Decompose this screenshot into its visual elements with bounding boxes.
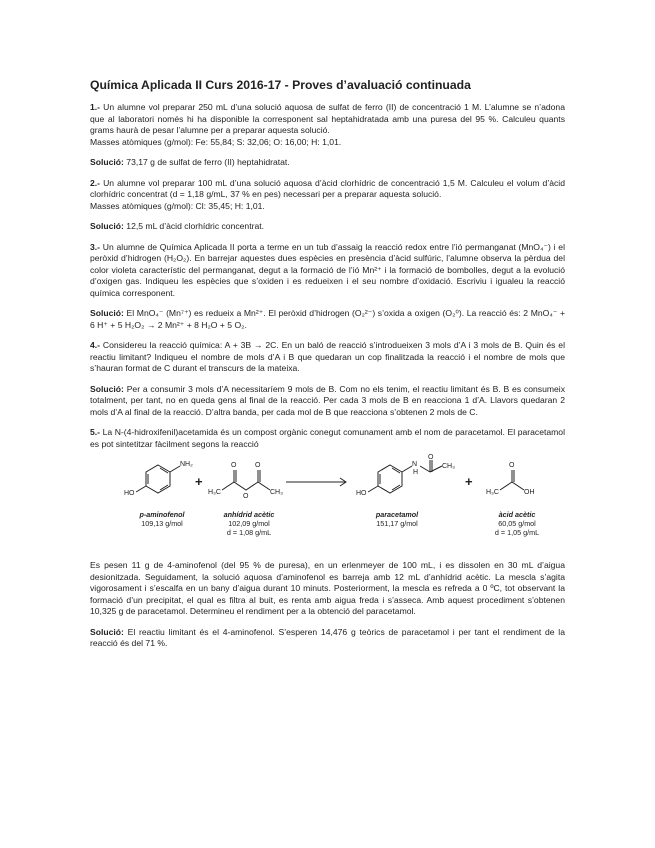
solution-3	[90, 308, 565, 331]
question-4-text: Considereu la reacció química: A + 3B → 2C. En un baló de reacció s’introdueixen 3 mols d’A i 3 mols de B. Quin és el reactiu limitant? Indiqueu el nombre de mols d’A i B que quedaran un cop finalitzada la reacció i el nombre de mols que s’hauran format de C durant el transcurs de la mateixa.	[90, 340, 565, 373]
question-2	[90, 178, 565, 201]
compound-3-caption	[362, 510, 432, 528]
solution-1-label: Solució:	[90, 157, 124, 167]
question-1-number: 1.-	[90, 102, 101, 112]
question-1	[90, 102, 565, 137]
solution-2-label: Solució:	[90, 221, 124, 231]
question-5-number: 5.-	[90, 427, 101, 437]
compound-2-caption	[214, 510, 284, 537]
compound-2-name: anhídrid acètic	[223, 510, 275, 519]
question-4	[90, 340, 565, 375]
svg-text:HO: HO	[356, 490, 367, 497]
svg-text:O: O	[428, 454, 434, 461]
solution-1-text: 73,17 g de sulfat de ferro (II) heptahidratat.	[123, 157, 290, 167]
svg-text:CH₃: CH₃	[442, 463, 455, 470]
question-3	[90, 242, 565, 300]
reaction-scheme	[90, 452, 565, 556]
svg-text:O: O	[231, 462, 237, 469]
document-content	[90, 78, 565, 650]
compound-4-name: àcid acètic	[498, 510, 536, 519]
question-3-number: 3.-	[90, 241, 101, 252]
question-1-masses: Masses atòmiques (g/mol): Fe: 55,84; S: 32,06; O: 16,00; H: 1,01.	[90, 136, 342, 147]
svg-text:O: O	[255, 462, 261, 469]
page-title: Química Aplicada II Curs 2016-17 - Proves d’avaluació continuada	[90, 78, 471, 92]
paracetamol-structure	[378, 465, 402, 493]
compound-3-name: paracetamol	[375, 510, 419, 519]
svg-text:N: N	[412, 461, 418, 468]
question-5-text: La N-(4-hidroxifenil)acetamida és un compost orgànic conegut comunament amb el nom de paracetamol. El paracetamol es pot sintetitzar fàcilment segons la reacció	[90, 427, 565, 449]
solution-4-label: Solució:	[90, 383, 124, 394]
solution-2	[90, 221, 565, 233]
compound-2-density: d = 1,08 g/mL	[226, 528, 272, 537]
solution-3-text: El MnO₄⁻ (Mn⁷⁺) es redueix a Mn²⁺. El peròxid d’hidrogen (O₂²⁻) s’oxida a oxigen (O₂⁰). La reacció és: 2 MnO₄⁻ + 6 H⁺ + 5 H₂O₂ → 2 Mn²⁺ + 8 H₂O + 5 O₂.	[90, 308, 565, 330]
compound-4-caption	[482, 510, 552, 537]
p-aminofenol-structure	[146, 465, 170, 493]
plus-sign-2: +	[465, 474, 473, 489]
anhidrid-acetic-structure	[222, 482, 270, 490]
question-2-masses: Masses atòmiques (g/mol): Cl: 35,45; H: 1,01.	[90, 200, 265, 211]
solution-1	[90, 157, 565, 169]
compound-1-name: p-aminofenol	[139, 510, 185, 519]
compound-4-density: d = 1,05 g/mL	[494, 528, 540, 537]
question-3-text: Un alumne de Química Aplicada II porta a terme en un tub d’assaig la reacció redox entre l’ió permanganat (MnO₄⁻) i el peròxid d’hidrogen (H₂O₂). En barrejar aquestes dues espècies en presència d’àcid sulfúric, l’alumne observa la pèrdua del color violeta característic del permanganat, degut a la formació de l’ió Mn²⁺ i la formació de bombolles, degut a la evolució d’oxigen gas. Indiqueu les espècies que s’oxiden i es redueixen i el seu nombre d’oxidació. Escriviu i igualeu la reacció química corresponent.	[90, 241, 565, 298]
svg-text:NH₂: NH₂	[180, 461, 193, 468]
svg-text:CH₃: CH₃	[270, 489, 283, 496]
solution-4	[90, 384, 565, 419]
solution-3-label: Solució:	[90, 308, 124, 318]
compound-3-mw: 151,17 g/mol	[376, 519, 418, 528]
compound-2-mw: 102,09 g/mol	[228, 519, 270, 528]
question-4-number: 4.-	[90, 340, 101, 350]
svg-text:H: H	[413, 469, 419, 476]
svg-text:HO: HO	[124, 490, 135, 497]
question-2-text: Un alumne vol preparar 100 mL d’una solució aquosa d’àcid clorhídric de concentració 1,5 M. Calculeu el volum d’àcid clorhídric concentrat (d = 1,18 g/mL, 37 % en pes) necessari per a preparar aquesta solució.	[90, 177, 565, 199]
svg-text:H₃C: H₃C	[208, 489, 221, 496]
solution-5-text: El reactiu limitant és el 4-aminofenol. S’esperen 14,476 g teòrics de paracetamol i per tant el rendiment de la reacció és del 71 %.	[90, 626, 565, 648]
svg-text:O: O	[509, 462, 515, 469]
svg-text:O: O	[243, 493, 249, 500]
solution-2-text: 12,5 mL d’àcid clorhídric concentrat.	[123, 221, 265, 231]
question-2-number: 2.-	[90, 177, 101, 188]
question-5-procedure: Es pesen 11 g de 4-aminofenol (del 95 % de puresa), en un erlenmeyer de 100 mL, i es dissolen en 30 mL d’aigua desionitzada. Seguidament, la solució aquosa d’aminofenol es barreja amb 12 mL d’anhídrid acètic. La mescla s’agita vigorosament i s’escalfa en un bany d’aigua durant 10 minuts. Posteriorment, la mescla es refreda a 0 ºC, tot observant la formació d’un precipitat, el qual es filtra al buit, es renta amb aigua freda i s’asseca. Amb aquest procediment s’obtenen 10,325 g de paracetamol. Determineu el rendiment per a la obtenció del paracetamol.	[90, 560, 565, 616]
solution-5	[90, 627, 565, 650]
plus-sign-1: +	[195, 474, 203, 489]
compound-4-mw: 60,05 g/mol	[498, 519, 536, 528]
compound-1-caption	[130, 510, 194, 528]
svg-text:H₃C: H₃C	[486, 489, 499, 496]
compound-1-mw: 109,13 g/mol	[141, 519, 183, 528]
solution-5-label: Solució:	[90, 626, 124, 637]
solution-4-text: Per a consumir 3 mols d’A necessitaríem 9 mols de B. Com no els tenim, el reactiu limitant és B. B es consumeix totalment, per tant, no en queda gens al final de la reacció. Per cada 3 mols de B en reacciona 1 d’A. Llavors quedaran 2 mols d’A al final de la reacció. D’altra banda, per cada mol de B que reacciona s’obtenen 2 mols de C.	[90, 383, 565, 417]
svg-text:OH: OH	[524, 489, 535, 496]
reaction-scheme-drawing	[90, 452, 565, 556]
question-5	[90, 427, 565, 450]
question-1-text: Un alumne vol preparar 250 mL d’una solució aquosa de sulfat de ferro (II) de concentració 1 M. L’alumne se n’adona que al laboratori només hi ha disponible la corresponent sal heptahidratada amb una puresa del 95 %. Calculeu quants grams haurà de pesar l’alumne per a preparar aquesta solució.	[90, 102, 565, 135]
acid-acetic-structure	[500, 482, 524, 490]
